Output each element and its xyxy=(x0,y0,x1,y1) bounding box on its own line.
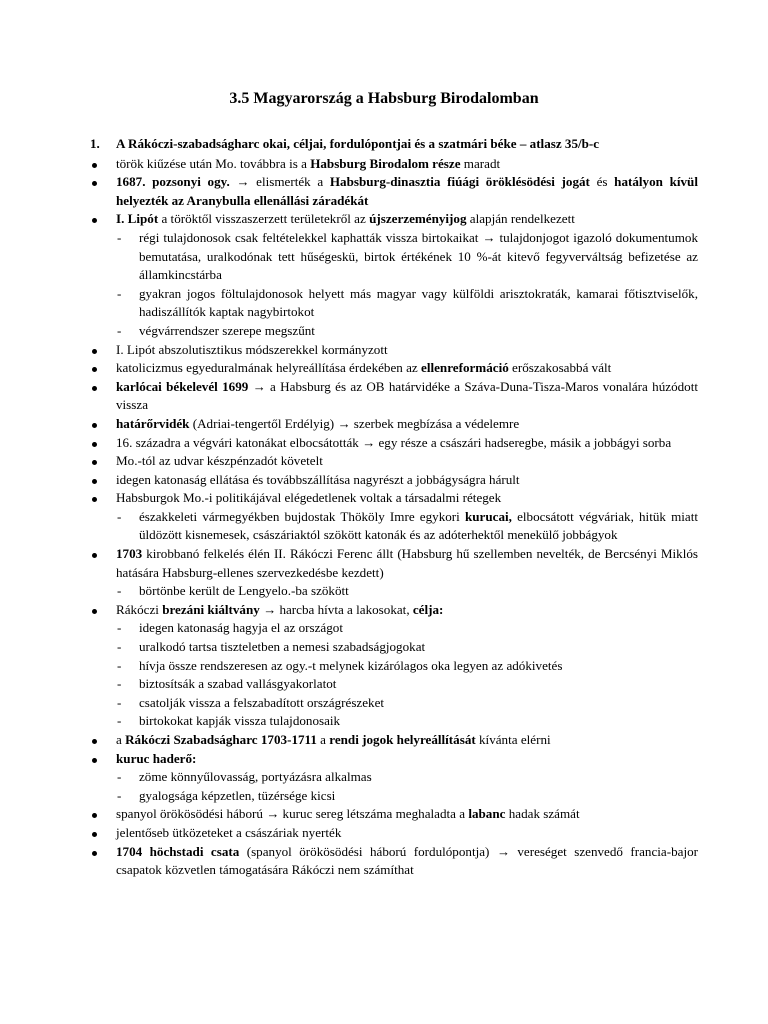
text-run: alapján rendelkezett xyxy=(466,211,575,227)
bullet-icon xyxy=(92,460,97,465)
sub-item xyxy=(90,508,698,545)
bullet-icon xyxy=(92,386,97,391)
text-run: régi tulajdonosok csak feltételekkel kaphatták vissza birtokaikat → tulajdonjogot igazoló dokumentumok bemutatása, uralkodónak tett hűségeskü, birtok értékének 10 %-át kitevő fegyverváltság befizetése az államkincstárba xyxy=(139,229,698,283)
text-run: brezáni kiáltvány xyxy=(162,601,260,617)
text-run: idegen katonaság ellátása és továbbszállítása nagyrészt a jobbágyságra hárult xyxy=(116,471,520,487)
sub-item xyxy=(90,322,698,341)
text-run: Mo.-tól az udvar készpénzadót követelt xyxy=(116,453,323,469)
text-run: → harcba hívta a lakosokat, xyxy=(259,601,413,617)
text-run: I. Lipót abszolutisztikus módszerekkel kormányzott xyxy=(116,341,388,357)
text-run: maradt xyxy=(460,155,501,171)
text-run: Rákóczi xyxy=(116,601,163,617)
text-run: török kiűzése után Mo. továbbra is a xyxy=(116,155,311,171)
bullet-item xyxy=(90,359,698,378)
section-heading-text: A Rákóczi-szabadságharc okai, céljai, fordulópontjai és a szatmári béke – atlasz 35/b-c xyxy=(116,136,600,151)
text-run: Habsburg-dinasztia fiúági öröklésödési jogát xyxy=(329,174,590,190)
bullet-item xyxy=(90,452,698,471)
bullet-icon xyxy=(92,181,97,186)
text-run: I. Lipót xyxy=(116,211,159,227)
text-run: 16. századra a végvári katonákat elbocsátották → egy része a császári hadseregbe, másik a jobbágyi sorba xyxy=(116,434,672,450)
text-run: uralkodó tartsa tiszteletben a nemesi szabadságjogokat xyxy=(139,639,426,655)
bullet-item xyxy=(90,173,698,210)
text-run: célja: xyxy=(412,601,444,617)
bullet-list xyxy=(90,155,698,880)
text-run: Habsburgok Mo.-i politikájával elégedetlenek voltak a társadalmi rétegek xyxy=(116,490,502,506)
dash-marker: - xyxy=(117,229,122,245)
text-run: börtönbe került de Lengyelo.-ba szökött xyxy=(139,583,349,599)
text-run: gyakran jogos föltulajdonosok helyett más magyar vagy külföldi arisztokraták, kamarai főtisztviselők, hadiszállítók kaptak nagybirtokot xyxy=(139,285,698,320)
bullet-item xyxy=(90,210,698,229)
text-run: hadak számát xyxy=(505,806,580,822)
section-heading xyxy=(90,135,698,154)
sub-item xyxy=(90,768,698,787)
text-run: (Adriai-tengertől Erdélyig) → szerbek megbízása a védelemre xyxy=(189,415,520,431)
text-run: katolicizmus egyeduralmának helyreállítása érdekében az xyxy=(116,360,422,376)
sub-item xyxy=(90,712,698,731)
text-run: 1687. pozsonyi ogy. xyxy=(116,174,230,190)
sub-item xyxy=(90,285,698,322)
text-run: labanc xyxy=(468,806,506,822)
text-run: a xyxy=(116,732,126,747)
text-run: 1703 xyxy=(116,546,143,562)
text-run: → a Habsburg és az OB határvidéke a Száva-Duna-Tisza-Maros vonalára húzódott vissza xyxy=(116,378,698,413)
text-run: elbocsátott végváriak, hitük miatt üldözött kisnemesek, császáriaktól szökött katonák és az adóterhektől menekülő jobbágyok xyxy=(139,508,698,543)
text-run: kirobbanó felkelés élén II. Rákóczi Ferenc állt (Habsburg hű szellemben nevelték, de Bercsényi Miklós hatására Habsburg-ellenes szervezkedésbe kezdett) xyxy=(116,546,698,580)
text-run: karlócai békelevél 1699 xyxy=(116,378,249,394)
text-run: idegen katonaság hagyja el az országot xyxy=(139,620,343,636)
sub-item xyxy=(90,229,698,285)
text-run: gyalogsága képzetlen, tüzérsége kicsi xyxy=(139,787,336,803)
text-run: birtokokat kapják vissza tulajdonosaik xyxy=(139,713,341,729)
text-run: zöme könnyűlovasság, portyázásra alkalmas xyxy=(139,769,372,785)
bullet-icon xyxy=(92,163,97,168)
bullet-item xyxy=(90,731,698,750)
page-title: 3.5 Magyarország a Habsburg Birodalomban xyxy=(229,90,539,107)
bullet-icon xyxy=(92,609,97,614)
sub-item xyxy=(90,787,698,806)
bullet-icon xyxy=(92,367,97,372)
text-run: hívja össze rendszeresen az ogy.-t melynek kizárólagos oka legyen az adókivetés xyxy=(139,657,563,673)
text-run: a xyxy=(316,732,330,747)
text-run: → elismerték a xyxy=(229,174,330,190)
text-run: kívánta elérni xyxy=(475,732,551,747)
bullet-icon xyxy=(92,479,97,484)
sub-item xyxy=(90,675,698,694)
bullet-icon xyxy=(92,851,97,856)
bullet-item xyxy=(90,750,698,769)
text-run: Rákóczi Szabadságharc 1703-1711 xyxy=(125,732,317,747)
bullet-item xyxy=(90,434,698,453)
dash-marker: - xyxy=(117,583,122,599)
text-run: ellenreformáció xyxy=(421,360,509,376)
bullet-icon xyxy=(92,832,97,837)
text-run: kuruc haderő: xyxy=(116,750,197,766)
text-run: végvárrendszer szerepe megszűnt xyxy=(139,322,315,338)
bullet-icon xyxy=(92,442,97,447)
sub-item xyxy=(90,582,698,601)
sub-item xyxy=(90,657,698,676)
bullet-item xyxy=(90,805,698,824)
sub-item xyxy=(90,619,698,638)
bullet-item xyxy=(90,545,698,582)
text-run: kurucai, xyxy=(464,508,512,524)
text-run: határőrvidék xyxy=(116,415,190,431)
bullet-item xyxy=(90,378,698,415)
bullet-icon xyxy=(92,758,97,763)
bullet-icon xyxy=(92,423,97,428)
bullet-icon xyxy=(92,218,97,223)
section-number: 1. xyxy=(90,136,100,151)
dash-marker: - xyxy=(117,639,122,655)
document-body xyxy=(90,135,698,880)
text-run: spanyol örökösödési háború → kuruc sereg létszáma meghaladta a xyxy=(116,806,469,822)
text-run: hatályon kívül helyezték az Aranybulla ellenállási záradékát xyxy=(116,174,698,208)
text-run: jelentőseb ütközeteket a császáriak nyerték xyxy=(116,824,342,840)
dash-marker: - xyxy=(117,285,122,301)
bullet-item xyxy=(90,843,698,880)
text-run: Habsburg Birodalom része xyxy=(310,155,461,171)
text-run: 1704 höchstadi csata xyxy=(116,843,240,859)
text-run: csatolják vissza a felszabadított országrészeket xyxy=(139,694,385,710)
bullet-item xyxy=(90,341,698,360)
bullet-item xyxy=(90,824,698,843)
bullet-icon xyxy=(92,553,97,558)
dash-marker: - xyxy=(117,657,122,673)
text-run: biztosítsák a szabad vallásgyakorlatot xyxy=(139,676,337,692)
bullet-icon xyxy=(92,497,97,502)
bullet-item xyxy=(90,415,698,434)
text-run: erőszakosabbá vált xyxy=(508,360,612,376)
text-run: a töröktől visszaszerzett területekről az xyxy=(158,211,370,227)
bullet-item xyxy=(90,471,698,490)
text-run: újszerzeményijog xyxy=(369,211,467,227)
dash-marker: - xyxy=(117,620,122,636)
text-run: (spanyol örökösödési háború fordulópontja) → vereséget szenvedő francia-bajor csapatok közvetlen támogatására Rákóczi nem számíthat xyxy=(116,843,698,878)
dash-marker: - xyxy=(117,508,122,524)
dash-marker: - xyxy=(117,769,122,785)
dash-marker: - xyxy=(117,322,122,338)
dash-marker: - xyxy=(117,694,122,710)
sub-item xyxy=(90,638,698,657)
text-run: északkeleti vármegyékben bujdostak Thököly Imre egykori xyxy=(139,508,465,524)
bullet-item xyxy=(90,489,698,508)
bullet-item xyxy=(90,155,698,174)
text-run: és xyxy=(589,174,615,190)
bullet-item xyxy=(90,601,698,620)
dash-marker: - xyxy=(117,787,122,803)
bullet-icon xyxy=(92,813,97,818)
text-run: rendi jogok helyreállítását xyxy=(329,732,476,747)
bullet-icon xyxy=(92,349,97,354)
bullet-icon xyxy=(92,739,97,744)
dash-marker: - xyxy=(117,676,122,692)
dash-marker: - xyxy=(117,713,122,729)
sub-item xyxy=(90,694,698,713)
